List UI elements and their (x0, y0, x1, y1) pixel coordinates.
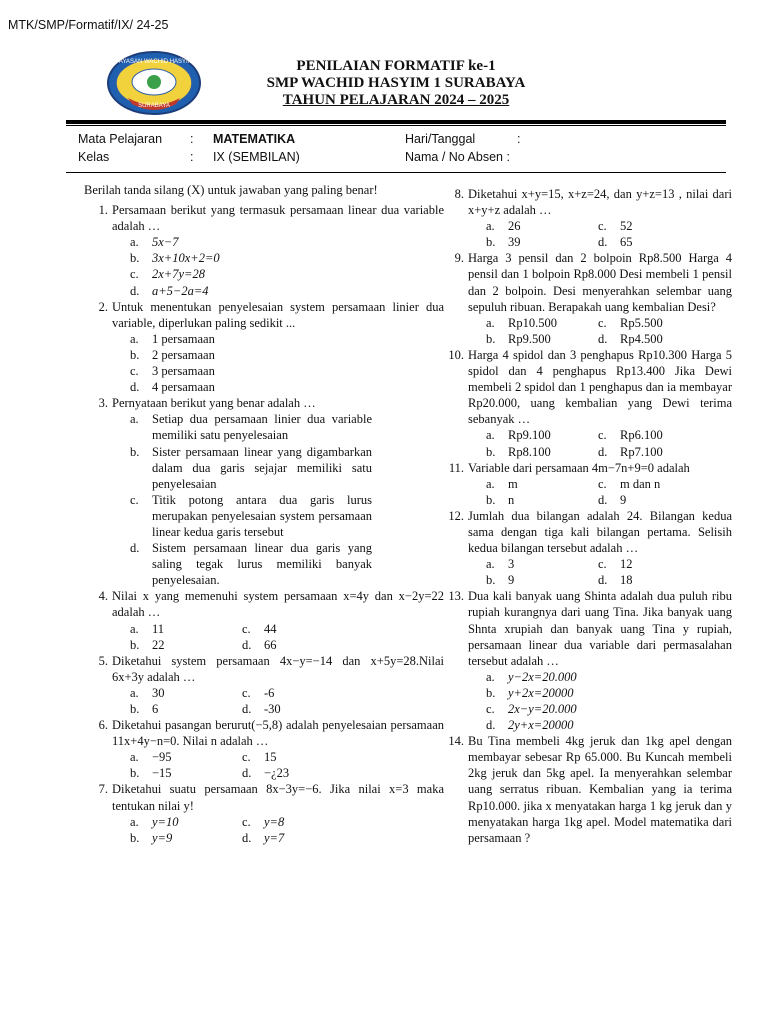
question-14: 14. Bu Tina membeli 4kg jeruk dan 1kg apel dengan membayar sebesar Rp 65.000. Bu Kuncah membeli 2kg jeruk dan 5kg apel. Ia menyerahkan selembar uang serratus ribuan. Kembalian yang ia terima Rp10.000. jika x menyatakan harga 1 kg jeruk dan y menyatakan harga 1kg apel. Model matematika dari persamaan ? (448, 734, 732, 845)
school-logo-icon (106, 50, 202, 116)
document-code: MTK/SMP/Formatif/IX/ 24-25 (8, 18, 169, 32)
header-divider-thin (66, 125, 726, 126)
question-9: 9. Harga 3 pensil dan 2 bolpoin Rp8.500 Harga 4 pensil dan 1 bolpoin Rp8.000 Desi membeli 1 pensil dan 2 bolpoin. Desi menyerahkan selembar uang sepuluh ribuan. Berapakah uang kembalian Desi? (454, 251, 732, 314)
logo-ring-text: YAYASAN WACHID HASYIM (115, 59, 193, 65)
subject-colon: : (190, 132, 194, 146)
question-13: 13. Dua kali banyak uang Shinta adalah dua puluh ribu rupiah kurangnya dari uang Tina. Jika banyak uang Shnta xrupiah dan banyak uang Tina y rupiah, persamaan linear dua variable dari permasalahan tersebut adalah … (448, 589, 732, 668)
logo-bottom-text: SURABAYA (138, 103, 170, 109)
option-row: a. 11 c. 44 (130, 621, 277, 636)
option-row: a. 30 c. -6 (130, 685, 275, 700)
exam-header (200, 58, 592, 109)
option-row: b. Rp8.100 d. Rp7.100 (486, 444, 663, 459)
question-column-right (440, 186, 732, 846)
option: d. a+5−2a=4 (130, 283, 209, 298)
question-7: 7. Diketahui suatu persamaan 8x−3y=−6. Jika nilai x=3 maka tentukan nilai y! (98, 782, 444, 813)
class-value: IX (SEMBILAN) (213, 150, 300, 164)
class-label: Kelas (78, 150, 110, 164)
question-5: 5. Diketahui system persamaan 4x−y=−14 dan x+5y=28.Nilai 6x+3y adalah … (98, 653, 444, 684)
option-row: b. 9 d. 18 (486, 573, 633, 588)
class-colon: : (190, 150, 194, 164)
school-name: SMP WACHID HASYIM 1 SURABAYA (266, 75, 526, 91)
option: a. y−2x=20.000 (486, 669, 577, 684)
header-divider-thick (66, 120, 726, 124)
question-10: 10. Harga 4 spidol dan 3 penghapus Rp10.300 Harga 5 spidol dan 4 penghapus Rp13.400 Jika Dewi membeli 2 spidol dan 1 penghapus dan ia membayar Rp20.000, uang kembalian yang Dewi terima sebanyak … (448, 347, 732, 427)
option: b. 2 persamaan (130, 347, 215, 362)
question-6: 6. Diketahui pasangan berurut(−5,8) adalah penyelesaian persamaan 11x+4y−n=0. Nilai n adalah … (98, 718, 444, 749)
option-row: b. y=9 d. y=7 (130, 830, 285, 845)
date-label: Hari/Tanggal (405, 132, 476, 146)
date-colon: : (517, 132, 521, 146)
option: a. 5x−7 (130, 235, 179, 250)
info-divider (66, 172, 726, 173)
option-row: a. Rp9.100 c. Rp6.100 (486, 428, 663, 443)
question-8: 8. Diketahui x+y=15, x+z=24, dan y+z=13 , nilai dari x+y+z adalah … (454, 187, 732, 218)
option-row: a. −95 c. 15 (130, 750, 277, 765)
option: a. 1 persamaan (130, 331, 215, 346)
question-2: 2. Untuk menentukan penyelesaian system persamaan linier dua variable, diperlukan paling sedikit ... (98, 299, 444, 330)
option: d. Sistem persamaan linear dua garis yang saling tegak lurus memiliki banyak penyelesaian. (130, 541, 372, 588)
option-row: b. 22 d. 66 (130, 637, 277, 652)
exam-title: PENILAIAN FORMATIF ke-1 (296, 58, 496, 74)
option: b. 3x+10x+2=0 (130, 251, 220, 266)
option: c. 2x−y=20.000 (486, 702, 577, 716)
question-1: 1. Persamaan berikut yang termasuk persamaan linear dua variable adalah … (98, 203, 444, 234)
question-4: 4. Nilai x yang memenuhi system persamaan x=4y dan x−2y=22 adalah … (98, 589, 444, 620)
option-row: b. n d. 9 (486, 492, 627, 507)
academic-year: TAHUN PELAJARAN 2024 – 2025 (282, 92, 510, 108)
option-row: b. 39 d. 65 (486, 235, 633, 250)
option: d. 4 persamaan (130, 380, 215, 395)
option: a. Setiap dua persamaan linier dua variable memiliki satu penyelesaian (130, 412, 372, 443)
option-row: b. Rp9.500 d. Rp4.500 (486, 331, 663, 346)
option-row: a. 3 c. 12 (486, 557, 633, 572)
question-3: 3. Pernyataan berikut yang benar adalah … (98, 396, 316, 411)
option: c. Titik potong antara dua garis lurus merupakan penyelesaian system persamaan linear kedua garis tersebut (130, 492, 372, 539)
option: d. 2y+x=20000 (486, 718, 574, 733)
option: b. y+2x=20000 (486, 685, 574, 700)
question-11: 11. Variable dari persamaan 4m−7n+9=0 adalah (448, 460, 690, 475)
option-row: b. −15 d. −¿23 (130, 766, 290, 781)
option-row: a. m c. m dan n (486, 476, 661, 491)
option-row: a. 26 c. 52 (486, 219, 633, 234)
option: c. 2x+7y=28 (130, 267, 205, 282)
subject-label: Mata Pelajaran (78, 132, 163, 146)
question-column-left (84, 182, 444, 846)
option: c. 3 persamaan (130, 364, 215, 379)
option-row: a. Rp10.500 c. Rp5.500 (486, 315, 663, 330)
name-absen-label: Nama / No Absen : (405, 150, 510, 164)
option: b. Sister persamaan linear yang digambarkan dalam dua garis sejajar memiliki satu penyelesaian (130, 444, 372, 491)
option-row: a. y=10 c. y=8 (130, 814, 285, 829)
question-12: 12. Jumlah dua bilangan adalah 24. Bilangan kedua sama dengan tiga kali bilangan pertama. Selisih kedua bilangan tersebut adalah … (448, 508, 732, 556)
instruction-text: Berilah tanda silang (X) untuk jawaban yang paling benar! (84, 183, 378, 197)
option-row: b. 6 d. -30 (130, 702, 281, 716)
subject-value: MATEMATIKA (213, 132, 296, 146)
